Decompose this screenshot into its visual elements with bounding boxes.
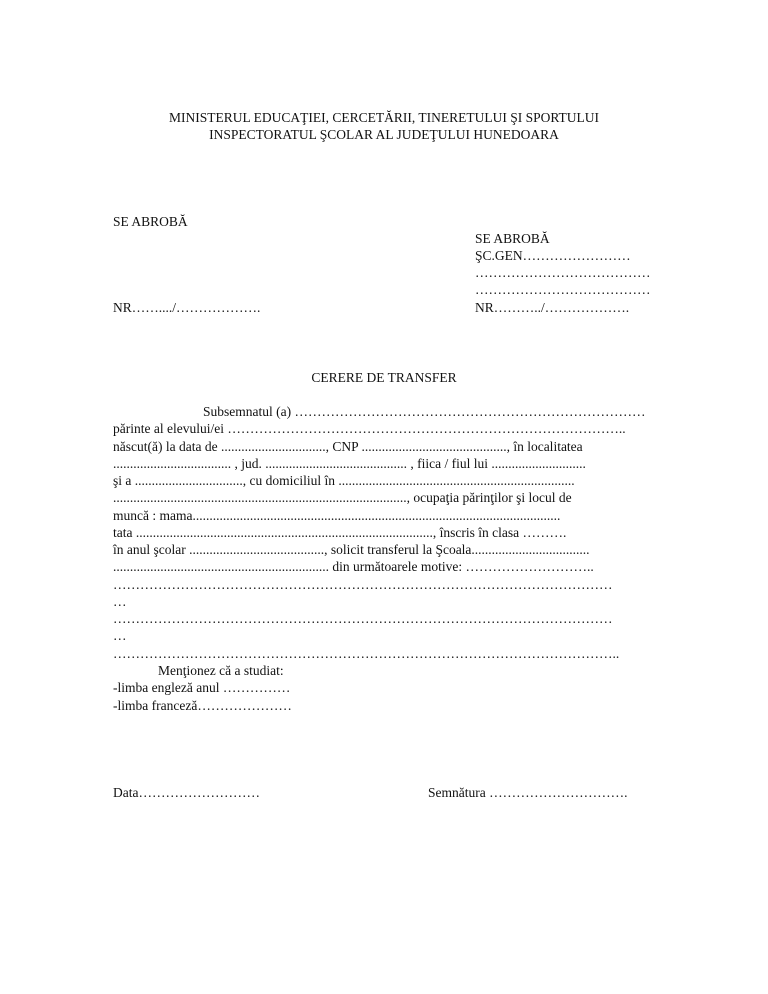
ministry-title: MINISTERUL EDUCAŢIEI, CERCETĂRII, TINERETULUI ŞI SPORTULUI: [168, 110, 600, 125]
body-line-6: ......................................................................................., ocupaţia părinţilor şi locul de: [113, 490, 572, 505]
english-language-line: -limba engleză anul ……………: [113, 680, 291, 695]
approval-right-school: ŞC.GEN……………………: [475, 248, 631, 263]
approval-right-title: SE ABROBĂ: [475, 231, 550, 246]
approval-left-title: SE ABROBĂ: [113, 214, 188, 229]
mentions-title: Menţionez că a studiat:: [158, 663, 284, 678]
request-title: CERERE DE TRANSFER: [311, 370, 457, 385]
body-line-3: născut(ă) la data de ..............................., CNP ..........................................., în localitatea: [113, 439, 583, 454]
body-line-5: şi a ................................, cu domiciliul în ......................................................................: [113, 473, 575, 488]
approval-left-number: NR……..../……………….: [113, 300, 261, 315]
body-line-15: …………………………………………………………………………………………………..: [113, 646, 620, 661]
body-line-4: ................................... , jud. .......................................... , fiica / fiul lui ............................: [113, 456, 586, 471]
body-line-9: în anul şcolar ........................................, solicit transferul la Şcoala...................................: [113, 542, 590, 557]
body-line-10: ................................................................ din următoarele motive: ………………………..: [113, 559, 594, 574]
body-line-7: muncă : mama.............................................................................................................: [113, 508, 561, 523]
body-line-13: …………………………………………………………………………………………………: [113, 611, 613, 626]
date-field: Data………………………: [113, 785, 260, 800]
body-line-11: …………………………………………………………………………………………………: [113, 577, 613, 592]
approval-right-blank-1: …………………………………: [475, 265, 651, 280]
body-line-14: …: [113, 628, 127, 643]
approval-right-blank-2: …………………………………: [475, 282, 651, 297]
approval-right-number: NR………../……………….: [475, 300, 630, 315]
body-line-1: Subsemnatul (a) ……………………………………………………………………: [203, 404, 646, 419]
inspectorate-title: INSPECTORATUL ŞCOLAR AL JUDEŢULUI HUNEDOARA: [209, 127, 559, 142]
french-language-line: -limba franceză…………………: [113, 698, 292, 713]
body-line-2: părinte al elevului/ei ……………………………………………………………………………..: [113, 421, 626, 436]
body-line-8: tata ........................................................................................, înscris în clasa ……….: [113, 525, 567, 540]
body-line-12: …: [113, 594, 127, 609]
signature-field: Semnătura ………………………….: [428, 785, 628, 800]
